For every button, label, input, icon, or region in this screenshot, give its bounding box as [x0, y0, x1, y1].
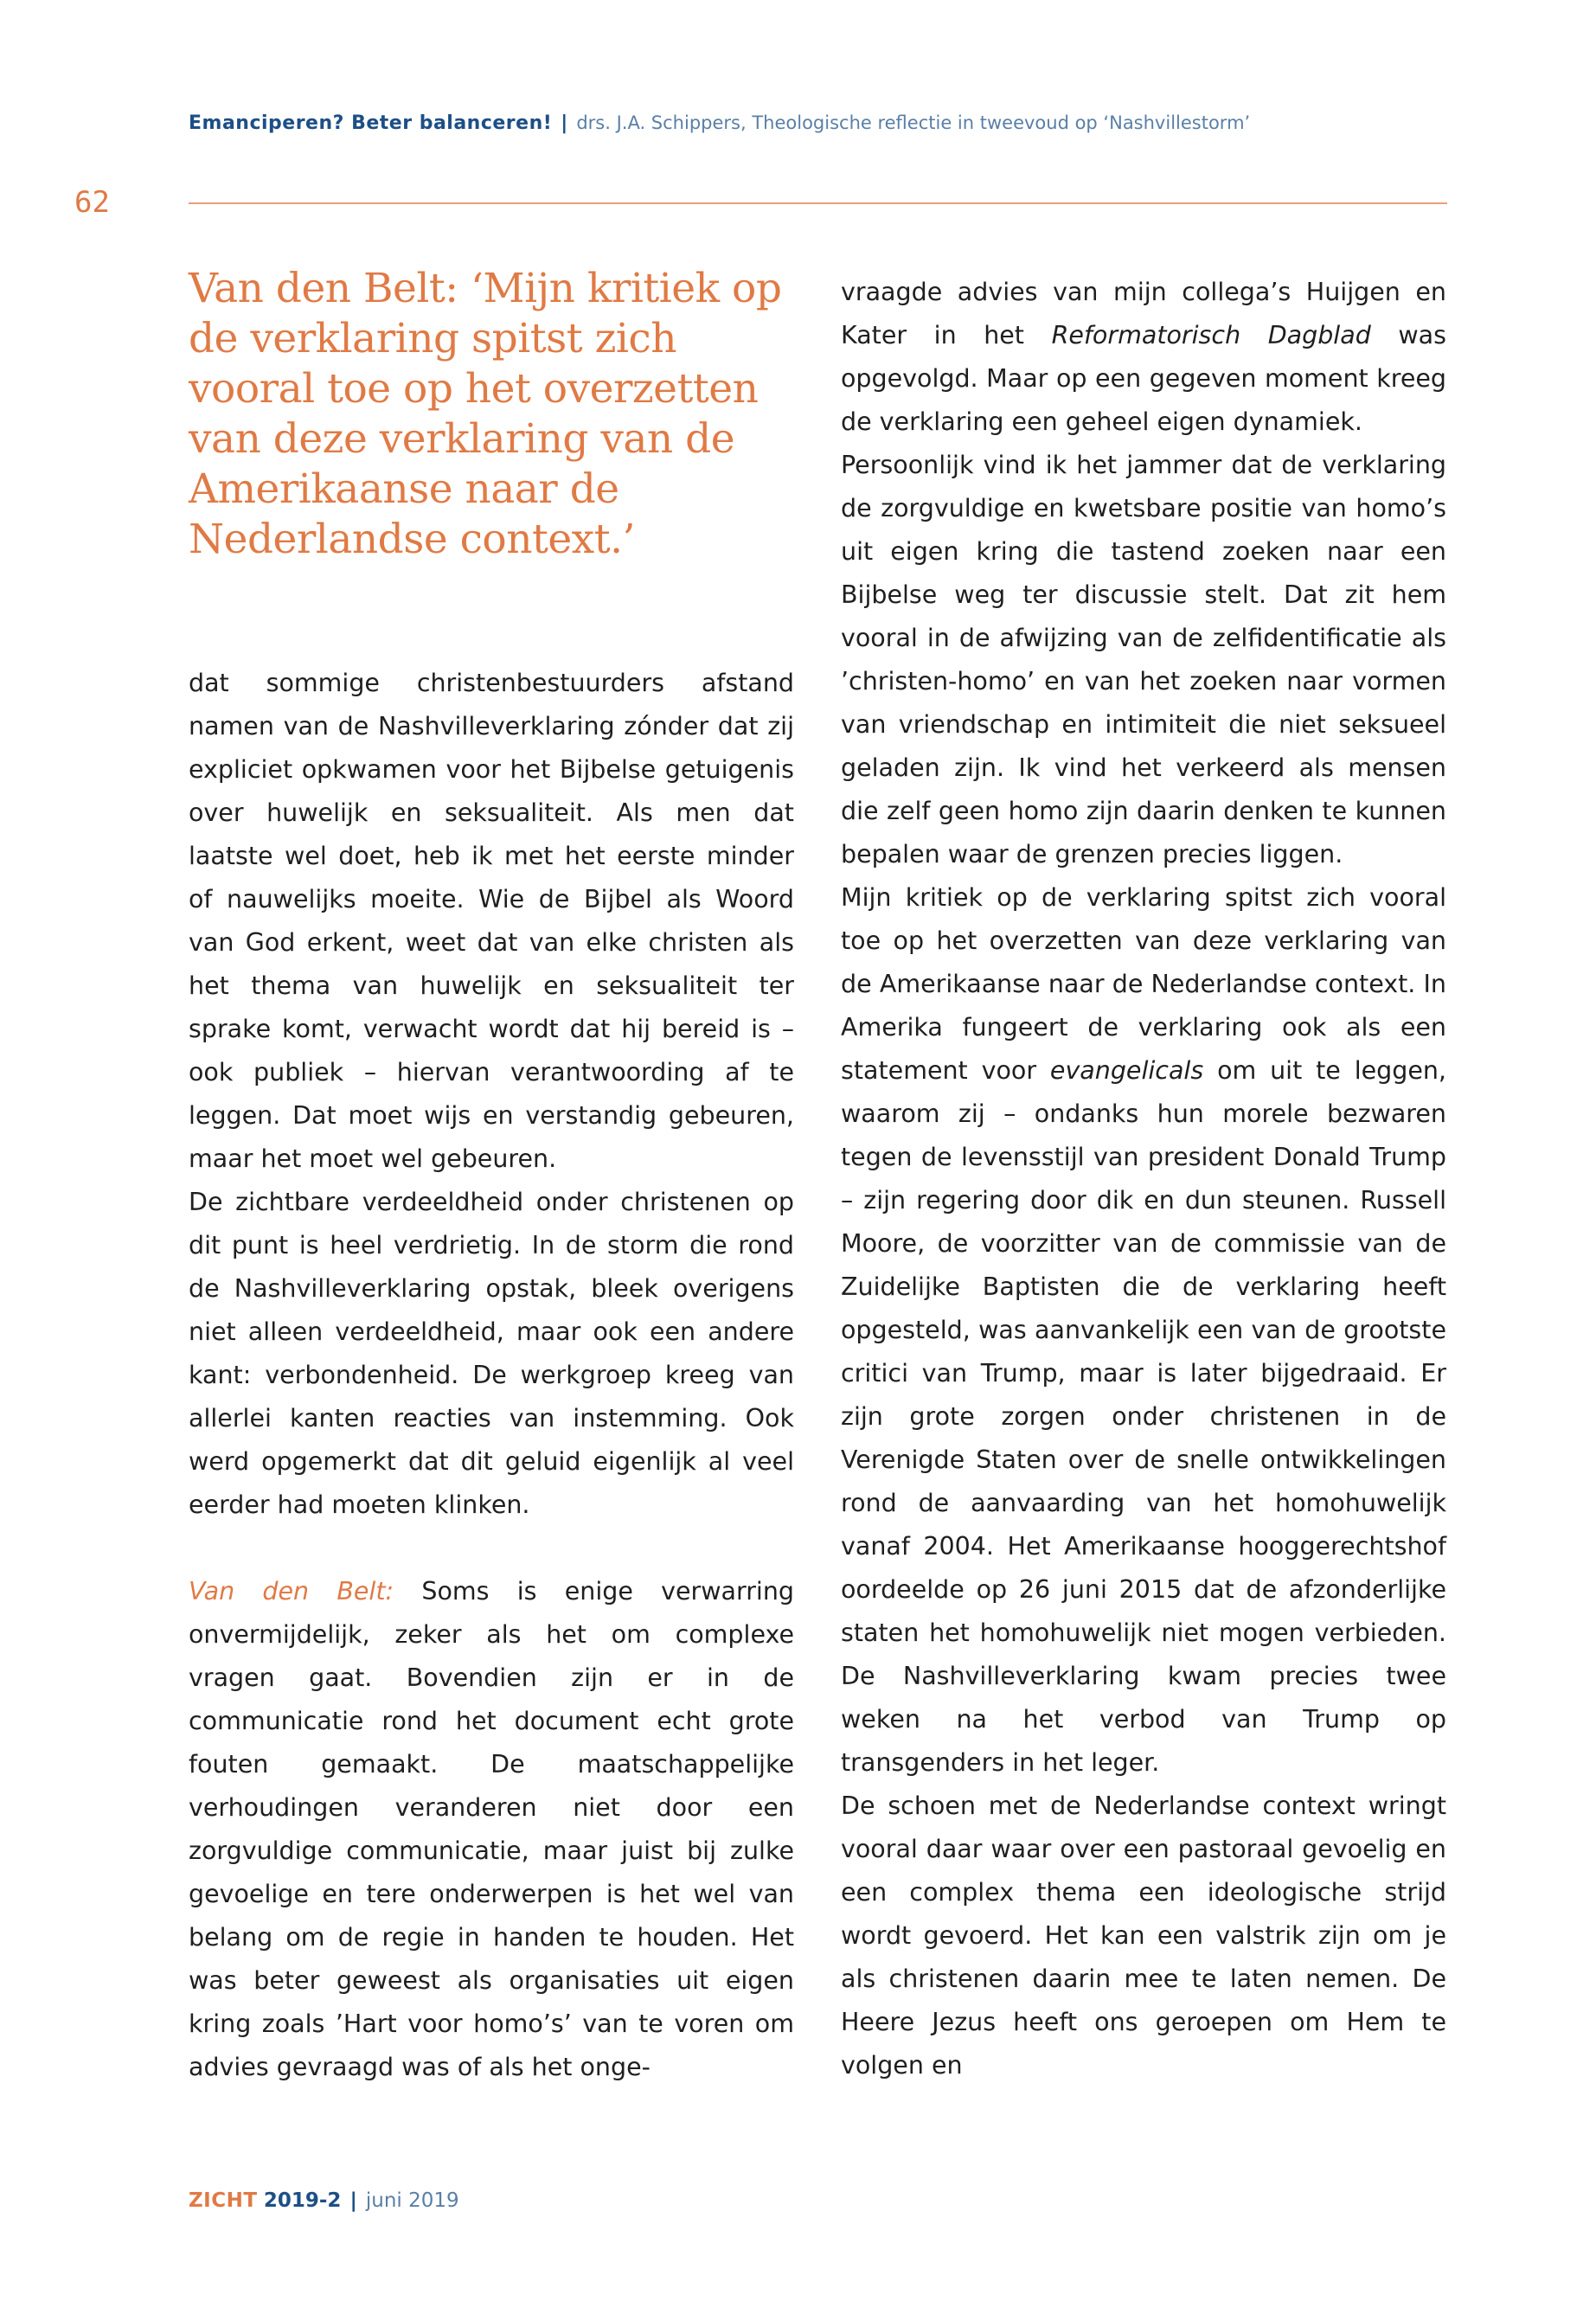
right-paragraph-2: Persoonlijk vind ik het jammer dat de verklaring de zorgvuldige en kwetsbare positie van homo’s uit eigen kring die tastend zoeken naar een Bijbelse weg ter discussie stelt. Dat zit hem vooral in de afwijzing van de zelfidentificatie als ’christen-homo’ en van het zoeken naar vormen van vriendschap en intimiteit die niet seksueel geladen zijn. Ik vind het verkeerd als mensen die zelf geen homo zijn daarin denken te kunnen bepalen waar de grenzen precies liggen. [841, 451, 1446, 868]
page-footer [189, 2189, 459, 2212]
right-paragraph-3 [841, 876, 1446, 1785]
pull-quote: Van den Belt: ‘Mijn kritiek op de verklaring spitst zich vooral toe op het overzetten van deze verklaring van de Amerikaanse naar de Nederlandse context.’ [189, 265, 782, 563]
speaker-label: Van den Belt: [189, 1577, 394, 1606]
header-subtitle: drs. J.A. Schippers, Theologische reflectie in tweevoud op ‘Nashvillestorm’ [576, 112, 1251, 133]
running-header [189, 112, 1250, 134]
right-paragraph-3-text-b: om uit te leggen, waarom zij – ondanks hun morele bezwaren tegen de levensstijl van president Donald Trump – zijn regering door dik en dun steunen. Russell Moore, de voorzitter van de commissie van de Zuidelijke Baptisten die de verklaring heeft opgesteld, was aanvankelijk een van de grootste critici van Trump, maar is later bijgedraaid. Er zijn grote zorgen onder christenen in de Verenigde Staten over de snelle ontwikkelingen rond de aanvaarding van het homohuwelijk vanaf 2004. Het Amerikaanse hooggerechtshof oordeelde op 26 juni 2015 dat de afzonderlijke staten het homohuwelijk niet mogen verbieden. De Nashvilleverklaring kwam precies twee weken na het verbod van Trump op transgenders in het leger. [841, 1056, 1446, 1777]
right-column [841, 271, 1446, 2087]
header-separator: | [561, 112, 568, 134]
left-paragraph-1: dat sommige christenbestuurders afstand namen van de Nashvilleverklaring zónder dat zij expliciet opkwamen voor het Bijbelse getuigenis over huwelijk en seksualiteit. Als men dat laatste wel doet, heb ik met het eerste minder of nauwelijks moeite. Wie de Bijbel als Woord van God erkent, weet dat van elke christen als het thema van huwelijk en seksualiteit ter sprake komt, verwacht wordt dat hij bereid is – ook publiek – hiervan verantwoording af te leggen. Dat moet wijs en verstandig gebeuren, maar het moet wel gebeuren. [189, 669, 794, 1173]
header-title: Emanciperen? Beter balanceren! [189, 112, 553, 134]
right-paragraph-1-text-b: was opgevolgd. Maar op een gegeven moment kreeg de verklaring een geheel eigen dynamiek. [841, 321, 1446, 436]
left-paragraph-3-text: Soms is enige verwarring onvermijdelijk, zeker als het om complexe vragen gaat. Bovendien zijn er in de communicatie rond het document echt grote fouten gemaakt. De maatschappelijke verhoudingen veranderen niet door een zorgvuldige communicatie, maar juist bij zulke gevoelige en tere onderwerpen is het wel van belang om de regie in handen te houden. Het was beter geweest als organisaties uit eigen kring zoals ’Hart voor homo’s’ van te voren om advies gevraagd was of als het onge- [189, 1577, 795, 2081]
left-column [189, 662, 794, 2089]
header-rule [189, 202, 1447, 204]
right-paragraph-4: De schoen met de Nederlandse context wringt vooral daar waar over een pastoraal gevoelig en een complex thema een ideologische strijd wordt gevoerd. Het kan een valstrik zijn om je als christenen daarin mee te laten nemen. De Heere Jezus heeft ons geroepen om Hem te volgen en [841, 1791, 1446, 2080]
footer-date: juni 2019 [365, 2189, 459, 2212]
right-paragraph-1 [841, 271, 1446, 444]
evangelicals-term: evangelicals [1049, 1056, 1204, 1085]
newspaper-title: Reformatorisch Dagblad [1051, 321, 1371, 349]
right-paragraph-3-text-a: Mijn kritiek op de verklaring spitst zich vooral toe op het overzetten van deze verklaring van de Amerikaanse naar de Nederlandse context. In Amerika fungeert de verklaring ook als een statement voor [841, 883, 1446, 1085]
footer-magazine: ZICHT [189, 2189, 258, 2212]
page-number: 62 [74, 185, 110, 220]
left-paragraph-3 [189, 1570, 794, 2089]
left-paragraph-2: De zichtbare verdeeldheid onder christenen op dit punt is heel verdrietig. In de storm die rond de Nashvilleverklaring opstak, bleek overigens niet alleen verdeeldheid, maar ook een andere kant: verbondenheid. De werkgroep kreeg van allerlei kanten reacties van instemming. Ook werd opgemerkt dat dit geluid eigenlijk al veel eerder had moeten klinken. [189, 1188, 794, 1519]
right-paragraph-1-text-a: vraagde advies van mijn collega’s Huijgen en Kater in het [841, 278, 1446, 349]
footer-separator: | [349, 2189, 357, 2212]
footer-issue: 2019-2 [263, 2189, 342, 2212]
